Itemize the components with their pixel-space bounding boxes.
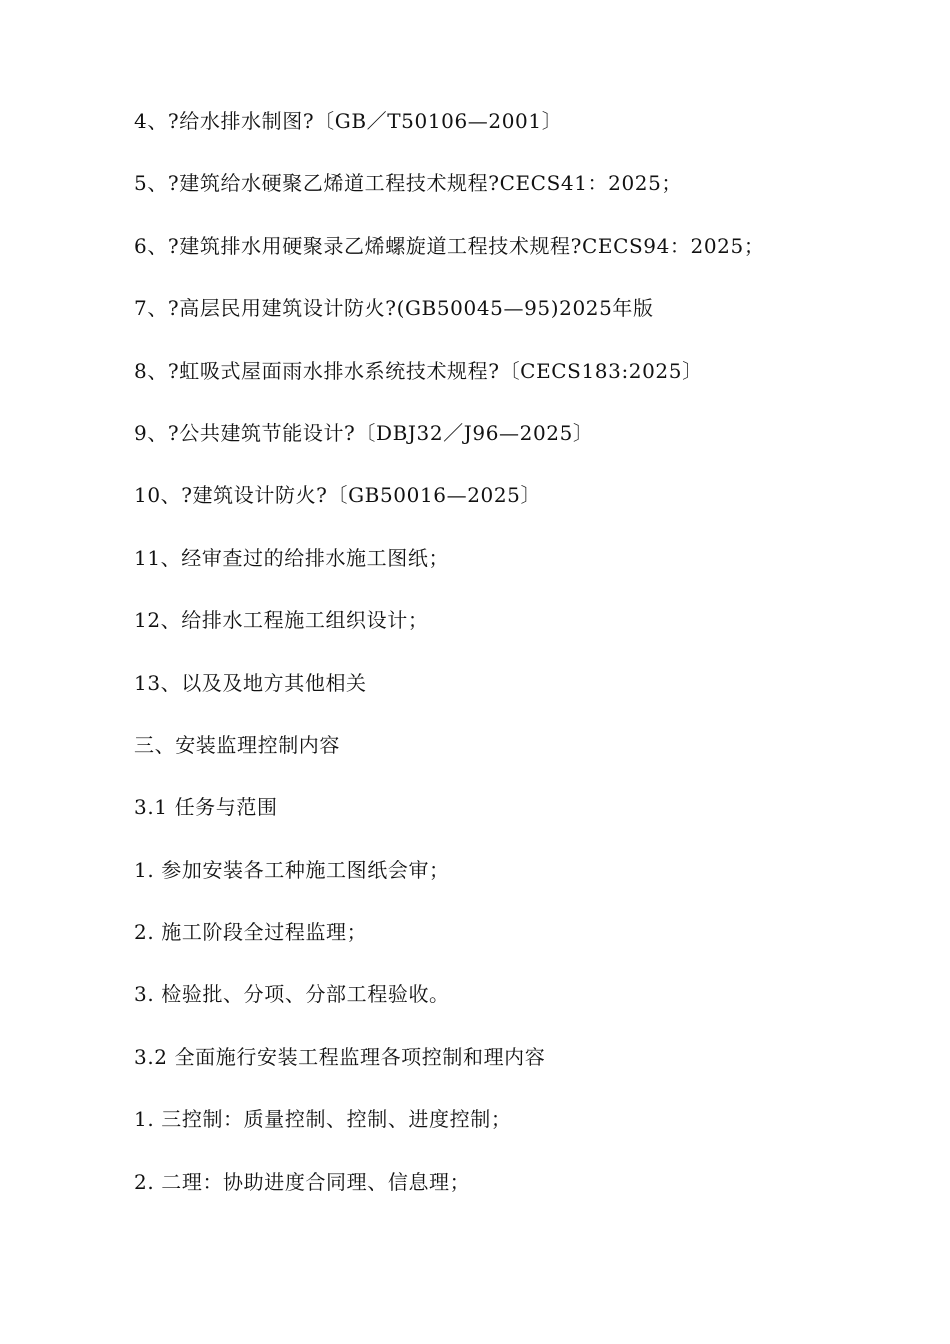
section-heading: 三、安装监理控制内容 [134, 732, 340, 757]
text-line: 4、?给水排水制图?〔GB／T50106—2001〕 [134, 109, 563, 133]
text-line: 2. 施工阶段全过程监理； [134, 920, 368, 945]
text-line: 1. 参加安装各工种施工图纸会审； [134, 857, 450, 882]
text-line: 6、?建筑排水用硬聚录乙烯螺旋道工程技术规程?CECS94：2025； [134, 233, 765, 258]
subsection-heading: 3.2 全面施行安装工程监理各项控制和理内容 [134, 1044, 546, 1069]
text-line: 1. 三控制：质量控制、控制、进度控制； [134, 1107, 512, 1132]
text-line: 10、?建筑设计防火?〔GB50016—2025〕 [134, 483, 542, 508]
text-line: 11、经审查过的给排水施工图纸； [134, 545, 450, 570]
text-line: 5、?建筑给水硬聚乙烯道工程技术规程?CECS41：2025； [134, 171, 683, 196]
text-line: 3. 检验批、分项、分部工程验收。 [134, 982, 450, 1007]
text-line: 7、?高层民用建筑设计防火?(GB50045—95)2025年版 [134, 296, 654, 321]
text-line: 2. 二理：协助进度合同理、信息理； [134, 1169, 471, 1194]
text-line: 13、以及及地方其他相关 [134, 670, 367, 695]
subsection-heading: 3.1 任务与范围 [134, 795, 278, 820]
document-body [134, 103, 914, 1226]
text-line: 9、?公共建筑节能设计?〔DBJ32／J96—2025〕 [134, 420, 594, 445]
text-line: 8、?虹吸式屋面雨水排水系统技术规程?〔CECS183:2025〕 [134, 358, 703, 383]
text-line: 12、给排水工程施工组织设计； [134, 608, 429, 633]
